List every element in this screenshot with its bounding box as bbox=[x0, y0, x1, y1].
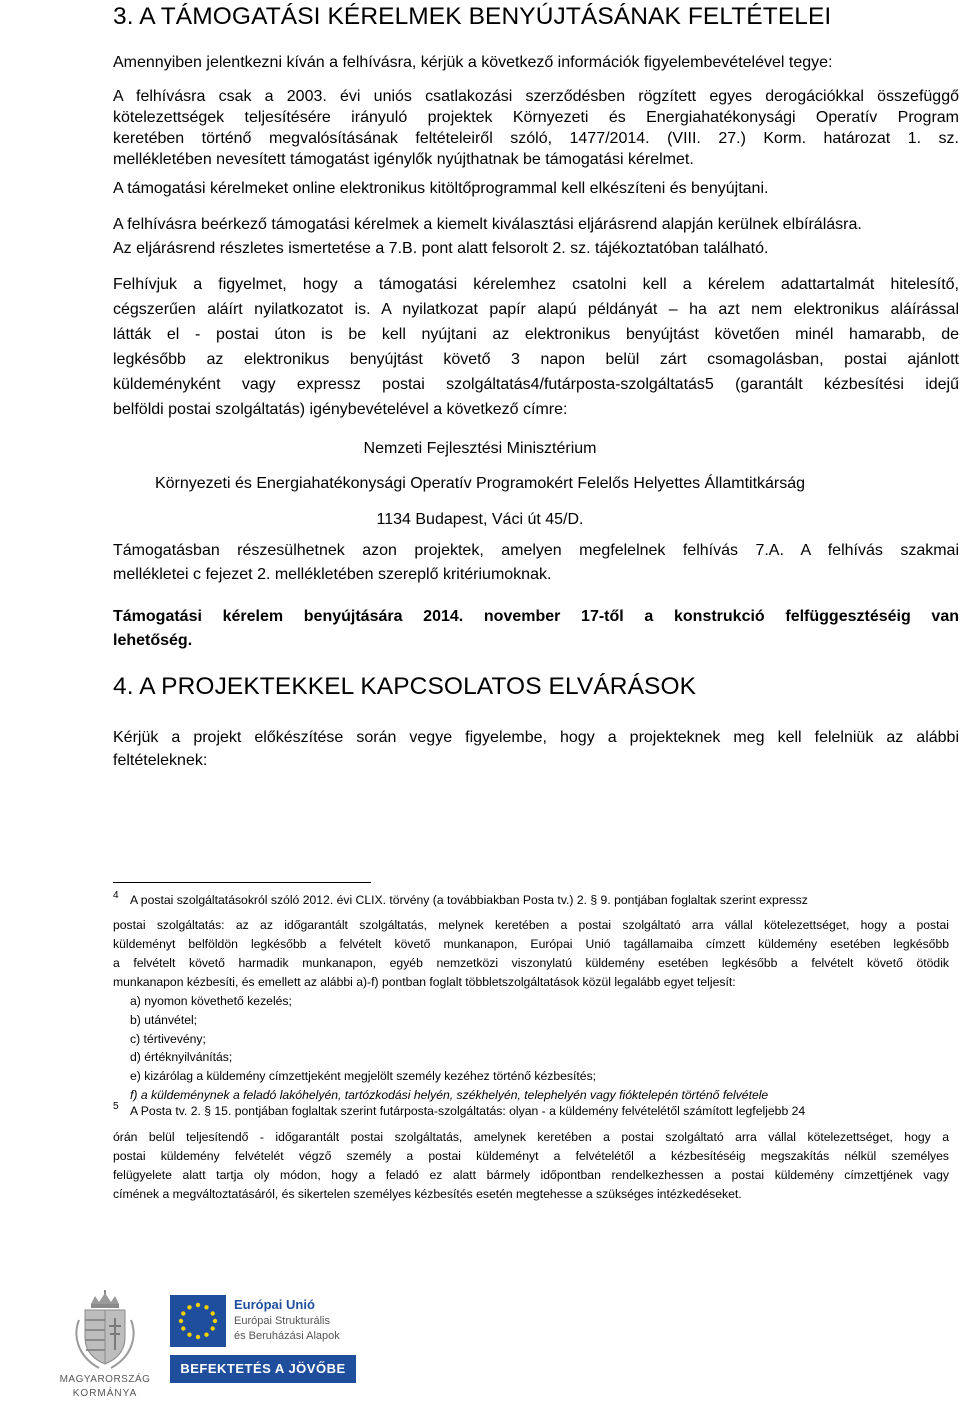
intro-paragraph: Amennyiben jelentkezni kíván a felhívásra, kérjük a következő információk figyelembevételével tegye: bbox=[113, 54, 833, 71]
footnote-4-line-1 bbox=[113, 890, 808, 907]
para5-line-2: mellékletei c fejezet 2. mellékletében szereplő kritériumoknak. bbox=[113, 566, 552, 583]
footnote-4-line-3: küldeményt belföldön legkésőbb a felvételt követő munkanapon, Európai Unió tagállamaiba címzett küldemény esetében legkésőbb bbox=[113, 937, 949, 951]
para6-line-1: Támogatási kérelem benyújtására 2014. november 17-től a konstrukció felfüggesztéséig van bbox=[113, 608, 959, 625]
footnote-4-item-a: a) nyomon követhető kezelés; bbox=[130, 994, 292, 1008]
footnote-4-line-4: a felvételt követő harmadik munkanapon, egyéb nemzetközi viszonylatú küldemény esetében legkésőbb a felvételt követő ötödik bbox=[113, 956, 949, 970]
footnote-4-item-f: f) a küldeménynek a feladó lakóhelyén, tartózkodási helyén, székhelyén, telephelyén vagy fióktelepén történő felvétele bbox=[130, 1088, 769, 1102]
eu-fund-line-1: Európai Strukturális bbox=[234, 1315, 330, 1327]
footnote-5-line-2: órán belül teljesítendő - időgarantált postai szolgáltatás, amelynek keretében a postai szolgáltató arra vállal kötelezettséget, hogy a bbox=[113, 1130, 949, 1144]
footnote-4-item-e: e) kizárólag a küldemény címzettjeként megjelölt személy kezéhez történő kézbesítés; bbox=[130, 1069, 597, 1083]
para1-line-2: kötelezettségek teljesítésére irányuló projektek Környezeti és Energiahatékonysági Operatív Program bbox=[113, 109, 959, 126]
para5-line-1 bbox=[113, 542, 959, 560]
footnote-4-item-b: b) utánvétel; bbox=[130, 1013, 198, 1027]
eu-fund-line-2: és Beruházási Alapok bbox=[234, 1330, 340, 1342]
para5-line-1-text: Támogatásban részesülhetnek azon projektek, amelyen megfelelnek felhívás 7.A. A felhívás szakmai bbox=[113, 542, 959, 559]
section-3-title: 3. A TÁMOGATÁSI KÉRELMEK BENYÚJTÁSÁNAK FELTÉTELEI bbox=[113, 3, 832, 30]
gov-logo-line-2: KORMÁNYA bbox=[72, 1388, 138, 1399]
footnote-4-line-5: munkanapon kézbesíti, és emellett az alábbi a)-f) pontban foglalt többletszolgáltatások közül legalább egyet teljesít: bbox=[113, 975, 736, 989]
para4-line-4: legkésőbb az elektronikus benyújtást követő 3 napon belül zárt csomagolásban, postai ajánlott bbox=[113, 351, 959, 368]
eu-title: Európai Unió bbox=[234, 1297, 315, 1312]
para3-line-2: Az eljárásrend részletes ismertetése a 7.B. pont alatt felsorolt 2. sz. tájékoztatóban található. bbox=[113, 240, 769, 257]
para1-line-1: A felhívásra csak a 2003. évi uniós csatlakozási szerződésben rögzített egyes derogációkkal összefüggő bbox=[113, 88, 959, 105]
footnote-4-number: 4 bbox=[113, 890, 119, 901]
para4-line-2: cégszerűen aláírt nyilatkozatot is. A nyilatkozat papír alapú példányát – ha azt nem elektronikus aláírással bbox=[113, 301, 959, 318]
footnote-5-line-1 bbox=[113, 1101, 806, 1118]
para2: A támogatási kérelmeket online elektronikus kitöltőprogrammal kell elkészíteni és benyújtani. bbox=[113, 180, 769, 197]
address-department: Környezeti és Energiahatékonysági Operatív Programokért Felelős Helyettes Államtitkárság bbox=[154, 475, 806, 492]
footnote-4-text-1: A postai szolgáltatásokról szóló 2012. évi CLIX. törvény (a továbbiakban Posta tv.) 2. § 9. pontjában foglaltak szerint expressz bbox=[129, 893, 808, 907]
para1-line-3: keretében történő megvalósításának feltételeiről szóló, 1477/2014. (VIII. 27.) Korm. határozat 1. sz. bbox=[113, 130, 959, 147]
footnote-5-line-4: felügyelete alatt tartja oly módon, hogy a feladó ez alatt bármely időpontban rendelkezhessen a postai küldemény címzettjének vagy bbox=[113, 1168, 949, 1182]
para3-line-1: A felhívásra beérkező támogatási kérelmek a kiemelt kiválasztási eljárásrend alapján kerülnek elbírálásra. bbox=[113, 216, 862, 233]
footnote-5-line-5: címének a megváltoztatásáról, és sikertelen személyes kézbesítés esetén megtehesse a szükséges intézkedéseket. bbox=[113, 1187, 742, 1201]
section-4-title: 4. A PROJEKTEKKEL KAPCSOLATOS ELVÁRÁSOK bbox=[113, 673, 697, 700]
address-street: 1134 Budapest, Váci út 45/D. bbox=[376, 511, 584, 528]
section4-para1-line-2: feltételeknek: bbox=[113, 752, 208, 769]
eu-flag-icon bbox=[170, 1295, 226, 1347]
eu-slogan-banner: BEFEKTETÉS A JÖVŐBE bbox=[170, 1355, 356, 1383]
footnote-4-item-d: d) értéknyilvánítás; bbox=[130, 1050, 233, 1064]
footnote-5-text-1: A Posta tv. 2. § 15. pontjában foglaltak szerint futárposta-szolgáltatás: olyan - a küldemény felvételétől számított legfeljebb 24 bbox=[129, 1104, 806, 1118]
para4-line-5: küldeményként vagy expressz postai szolgáltatás4/futárposta-szolgáltatás5 (garantált kézbesítési idejű bbox=[113, 376, 959, 393]
para4-line-6: belföldi postai szolgáltatás) igénybevételével a következő címre: bbox=[113, 401, 568, 418]
section4-para1-line-1: Kérjük a projekt előkészítése során vegye figyelembe, hogy a projekteknek meg kell felelniük az alábbi bbox=[113, 729, 959, 746]
para6-line-2: lehetőség. bbox=[113, 632, 193, 649]
para4-line-3: látták el - postai úton is be kell nyújtani az elektronikus benyújtást követően minél hamarabb, de bbox=[113, 326, 959, 343]
hungarian-government-logo bbox=[55, 1290, 155, 1410]
eu-funds-logo bbox=[170, 1295, 356, 1387]
para1-line-4: mellékletében nevesített támogatást igénylők nyújthatnak be támogatási kérelmet. bbox=[113, 151, 694, 168]
address-ministry: Nemzeti Fejlesztési Minisztérium bbox=[363, 440, 597, 457]
footnote-5-number: 5 bbox=[113, 1101, 119, 1112]
footnote-separator bbox=[113, 882, 371, 883]
para4-line-1: Felhívjuk a figyelmet, hogy a támogatási kérelemhez csatolni kell a kérelem adattartalmát hitelesítő, bbox=[113, 276, 959, 293]
footnote-4-item-c: c) tértivevény; bbox=[130, 1032, 206, 1046]
gov-logo-line-1: MAGYARORSZÁG bbox=[59, 1374, 151, 1385]
footnote-5-line-3: postai küldemény felvételét végző személy a postai küldeményt a felvételétől a kézbesítéséig megszakítás nélkül személyes bbox=[113, 1149, 949, 1163]
footnote-4-line-2: postai szolgáltatás: az az időgarantált szolgáltatás, melynek keretében a postai szolgáltató arra vállal kötelezettséget, hogy a postai bbox=[113, 918, 949, 932]
